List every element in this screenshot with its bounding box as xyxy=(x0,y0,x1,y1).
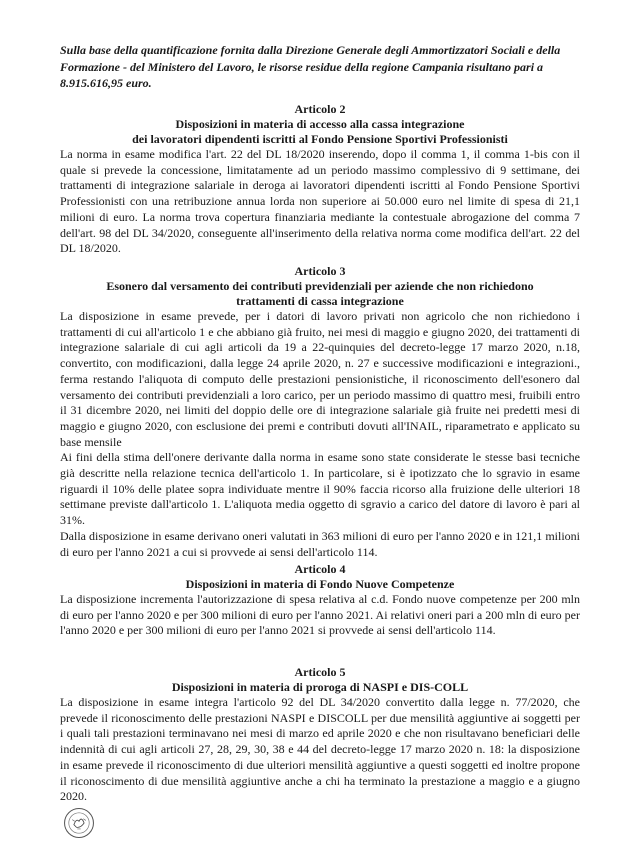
article-title-line: dei lavoratori dipendenti iscritti al Fondo Pensione Sportivi Professionisti xyxy=(132,132,508,146)
official-seal-icon xyxy=(62,806,96,840)
article-paragraph: La norma in esame modifica l'art. 22 del DL 18/2020 inserendo, dopo il comma 1, il comma 1-bis con il quale si prevede la concessione, limitatamente ad un periodo massimo complessivo di 9 settimane, dei trattamenti di integrazione salariale in deroga ai lavoratori dipendenti iscritti al Fondo Pensione Sportivi Professionisti con una retribuzione annua lorda non superiore ai 50.000 euro nel limite di spesa di 21,1 milioni di euro. La norma trova copertura finanziaria mediante la contestuale abrogazione del comma 7 dell'art. 98 del DL 34/2020, conseguente all'inserimento della relativa norma come modifica dell'art. 22 del DL 18/2020. xyxy=(60,147,580,256)
article-heading: Articolo 4 xyxy=(294,562,346,576)
article-paragraph: Dalla disposizione in esame derivano oneri valutati in 363 milioni di euro per l'anno 2020 e in 121,1 milioni di euro per l'anno 2021 a cui si provvede ai sensi dell'articolo 114. xyxy=(60,528,580,559)
article-2 xyxy=(60,102,580,257)
article-title-line: trattamenti di cassa integrazione xyxy=(236,294,404,308)
article-title-line: Disposizioni in materia di proroga di NASPI e DIS-COLL xyxy=(171,680,469,694)
article-3 xyxy=(60,264,580,560)
article-paragraph: La disposizione in esame integra l'articolo 92 del DL 34/2020 convertito dalla legge n. 77/2020, che prevede il riconoscimento delle prestazioni NASPI e DISCOLL per due mensilità aggiuntive ai soggetti per i quali tali prestazioni terminavano nei mesi di marzo ed aprile 2020 e che non risultavano beneficiari delle indennità di cui agli articoli 27, 28, 29, 30, 38 e 44 del decreto-legge 17 marzo 2020 n. 18: la disposizione in esame prevede il riconoscimento di due ulteriori mensilità aggiuntive a questi soggetti ed inoltre propone il riconoscimento di due mensilità aggiuntive anche a chi ha terminato la prestazione a maggio e a giugno 2020. xyxy=(60,695,580,804)
article-heading: Articolo 3 xyxy=(294,264,346,278)
article-title-line: Esonero dal versamento dei contributi previdenziali per aziende che non richiedono xyxy=(106,279,534,293)
article-heading: Articolo 2 xyxy=(294,102,346,116)
article-title-line: Disposizioni in materia di Fondo Nuove Competenze xyxy=(185,577,455,591)
article-5 xyxy=(60,665,580,805)
article-title-line: Disposizioni in materia di accesso alla cassa integrazione xyxy=(175,117,465,131)
article-heading: Articolo 5 xyxy=(294,665,346,679)
intro-paragraph: Sulla base della quantificazione fornita dalla Direzione Generale degli Ammortizzatori Sociali e della Formazione - del Ministero del Lavoro, le risorse residue della regione Campania risultano pari a 8.915.616,95 euro. xyxy=(60,43,561,90)
article-paragraph: La disposizione incrementa l'autorizzazione di spesa relativa al c.d. Fondo nuove competenze per 200 mln di euro per l'anno 2020 e per 300 milioni di euro per l'anno 2021. Ai relativi oneri pari a 200 mln di euro per l'anno 2020 e per 300 milioni di euro per l'anno 2021 si provvede ai sensi dell'articolo 114. xyxy=(60,592,580,638)
article-4 xyxy=(60,562,580,639)
article-paragraph: Ai fini della stima dell'onere derivante dalla norma in esame sono state considerate le stesse basi tecniche già descritte nella relazione tecnica dell'articolo 1. In particolare, si è ipotizzato che lo sgravio in esame riguardi il 10% delle platee sopra individuate mentre il 90% faccia ricorso alla fruizione delle ulteriori 18 settimane previste dall'articolo 1. L'aliquota media oggetto di sgravio a carico del datore di lavoro è pari al 31%. xyxy=(60,450,580,528)
article-paragraph: La disposizione in esame prevede, per i datori di lavoro privati non agricolo che non richiedono i trattamenti di cui all'articolo 1 e che abbiano già fruito, nei mesi di maggio e giugno 2020, dei trattamenti di integrazione salariale di cui agli articoli da 19 a 22-quinquies del decreto-legge 17 marzo 2020, n.18, convertito, con modificazioni, dalla legge 24 aprile 2020, n. 27 e successive modificazioni e integrazioni., ferma restando l'aliquota di computo delle prestazioni pensionistiche, il riconoscimento dell'esonero dal versamento dei contributi previdenziali a loro carico, per un periodo massimo di quattro mesi, fruibili entro il 31 dicembre 2020, nei limiti del doppio delle ore di integrazione salariale già fruite nei predetti mesi di maggio e giugno 2020, con esclusione dei premi e contributi dovuti all'INAIL, riparametrato e applicato su base mensile xyxy=(60,309,580,449)
